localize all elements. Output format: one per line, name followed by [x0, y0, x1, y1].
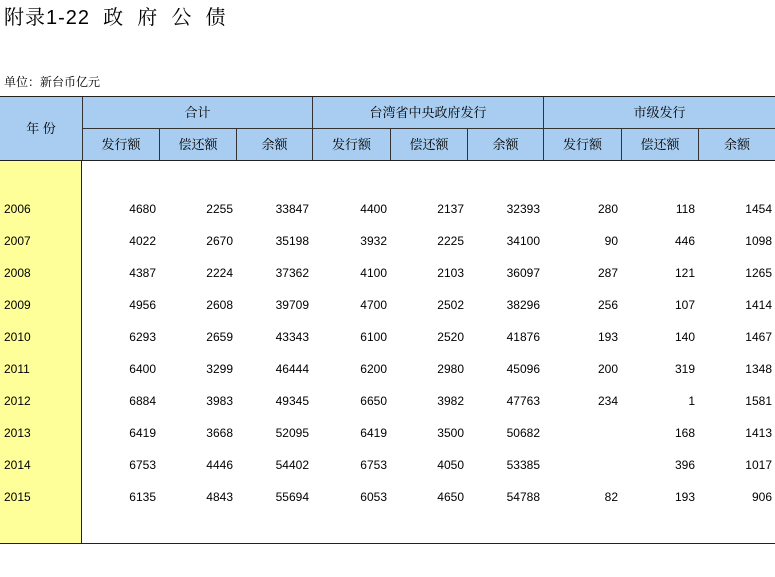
value-cell: 35198 [275, 234, 309, 248]
value-cell: 140 [674, 330, 695, 344]
table-row [0, 449, 775, 481]
value-cell: 32393 [506, 202, 540, 216]
value-cell: 3500 [437, 426, 464, 440]
value-cell: 36097 [506, 266, 540, 280]
value-cell: 193 [597, 330, 618, 344]
value-cell: 2670 [206, 234, 233, 248]
value-cell: 2520 [437, 330, 464, 344]
value-cell: 2103 [437, 266, 464, 280]
value-cell: 1 [688, 394, 695, 408]
value-cell: 6753 [360, 458, 387, 472]
column-header: 余额 [236, 129, 312, 160]
value-cell: 200 [597, 362, 618, 376]
value-cell: 4700 [360, 298, 387, 312]
value-cell: 2224 [206, 266, 233, 280]
value-cell: 234 [597, 394, 618, 408]
value-cell: 6100 [360, 330, 387, 344]
value-cell: 1017 [745, 458, 772, 472]
table-row [0, 481, 775, 513]
value-cell: 3983 [206, 394, 233, 408]
year-cell: 2012 [4, 394, 31, 408]
value-cell: 121 [674, 266, 695, 280]
value-cell: 55694 [275, 490, 309, 504]
value-cell: 3668 [206, 426, 233, 440]
unit-label: 单位：新台币亿元 [4, 75, 101, 89]
table-row [0, 321, 775, 353]
value-cell: 2137 [437, 202, 464, 216]
value-cell: 50682 [506, 426, 540, 440]
year-cell: 2014 [4, 458, 31, 472]
value-cell: 168 [674, 426, 695, 440]
table-row [0, 417, 775, 449]
value-cell: 2980 [437, 362, 464, 376]
value-cell: 39709 [275, 298, 309, 312]
year-cell: 2011 [4, 362, 30, 376]
value-cell: 45096 [506, 362, 540, 376]
value-cell: 4956 [129, 298, 156, 312]
column-header: 发行额 [312, 129, 390, 160]
value-cell [543, 449, 621, 481]
year-column-header: 年 份 [26, 121, 56, 136]
value-cell: 53385 [506, 458, 540, 472]
value-cell: 43343 [275, 330, 309, 344]
value-cell: 4650 [437, 490, 464, 504]
value-cell: 82 [604, 490, 618, 504]
year-cell: 2013 [4, 426, 31, 440]
table-row [0, 193, 775, 225]
value-cell: 1414 [745, 298, 772, 312]
year-cell: 2010 [4, 330, 31, 344]
value-cell: 6200 [360, 362, 387, 376]
value-cell: 4400 [360, 202, 387, 216]
value-cell: 3299 [206, 362, 233, 376]
value-cell: 47763 [506, 394, 540, 408]
table-row [0, 289, 775, 321]
value-cell: 6650 [360, 394, 387, 408]
value-cell: 1467 [745, 330, 772, 344]
table-bottom-rule [0, 543, 775, 544]
column-header: 发行额 [82, 129, 159, 160]
value-cell: 2608 [206, 298, 233, 312]
value-cell: 4022 [129, 234, 156, 248]
value-cell: 6293 [129, 330, 156, 344]
value-cell: 6400 [129, 362, 156, 376]
value-cell: 1348 [745, 362, 772, 376]
value-cell: 4843 [206, 490, 233, 504]
column-group-header: 合计 [82, 97, 312, 129]
column-group-header: 台湾省中央政府发行 [312, 97, 543, 129]
value-cell: 1413 [745, 426, 772, 440]
value-cell: 6419 [129, 426, 156, 440]
value-cell [543, 417, 621, 449]
value-cell: 2502 [437, 298, 464, 312]
year-cell: 2009 [4, 298, 31, 312]
value-cell: 2225 [437, 234, 464, 248]
year-cell: 2007 [4, 234, 31, 248]
value-cell: 256 [597, 298, 618, 312]
value-cell: 4680 [129, 202, 156, 216]
value-cell: 4387 [129, 266, 156, 280]
value-cell: 3932 [360, 234, 387, 248]
value-cell: 4050 [437, 458, 464, 472]
value-cell: 38296 [506, 298, 540, 312]
value-cell: 446 [674, 234, 695, 248]
value-cell: 319 [674, 362, 695, 376]
value-cell: 107 [674, 298, 695, 312]
table-row [0, 353, 775, 385]
value-cell: 280 [597, 202, 618, 216]
value-cell: 6053 [360, 490, 387, 504]
value-cell: 6419 [360, 426, 387, 440]
column-header: 余额 [467, 129, 543, 160]
value-cell: 41876 [506, 330, 540, 344]
column-header: 偿还额 [390, 129, 467, 160]
value-cell: 1098 [745, 234, 772, 248]
year-cell: 2008 [4, 266, 31, 280]
column-header: 发行额 [543, 129, 621, 160]
value-cell: 1454 [745, 202, 772, 216]
value-cell: 2255 [206, 202, 233, 216]
page-title: 附录1-22 政 府 公 债 [4, 7, 227, 29]
value-cell: 49345 [275, 394, 309, 408]
column-group-header: 市级发行 [543, 97, 775, 129]
value-cell: 90 [604, 234, 618, 248]
value-cell: 34100 [506, 234, 540, 248]
table-row [0, 225, 775, 257]
column-header: 余额 [698, 129, 775, 160]
value-cell: 118 [675, 202, 695, 216]
value-cell: 2659 [206, 330, 233, 344]
value-cell: 193 [674, 490, 695, 504]
table-row [0, 257, 775, 289]
value-cell: 906 [751, 490, 772, 504]
value-cell: 4100 [360, 266, 387, 280]
value-cell: 6135 [129, 490, 156, 504]
value-cell: 46444 [275, 362, 309, 376]
column-header: 偿还额 [159, 129, 236, 160]
value-cell: 287 [597, 266, 618, 280]
value-cell: 3982 [437, 394, 464, 408]
value-cell: 52095 [275, 426, 309, 440]
value-cell: 54788 [506, 490, 540, 504]
value-cell: 396 [674, 458, 695, 472]
year-cell: 2015 [4, 490, 31, 504]
value-cell: 1581 [745, 394, 772, 408]
value-cell: 1265 [745, 266, 772, 280]
table-row [0, 385, 775, 417]
value-cell: 54402 [275, 458, 309, 472]
value-cell: 6753 [129, 458, 156, 472]
column-header: 偿还额 [621, 129, 698, 160]
year-cell: 2006 [4, 202, 31, 216]
value-cell: 37362 [275, 266, 309, 280]
value-cell: 33847 [275, 202, 309, 216]
value-cell: 6884 [129, 394, 156, 408]
value-cell: 4446 [206, 458, 233, 472]
